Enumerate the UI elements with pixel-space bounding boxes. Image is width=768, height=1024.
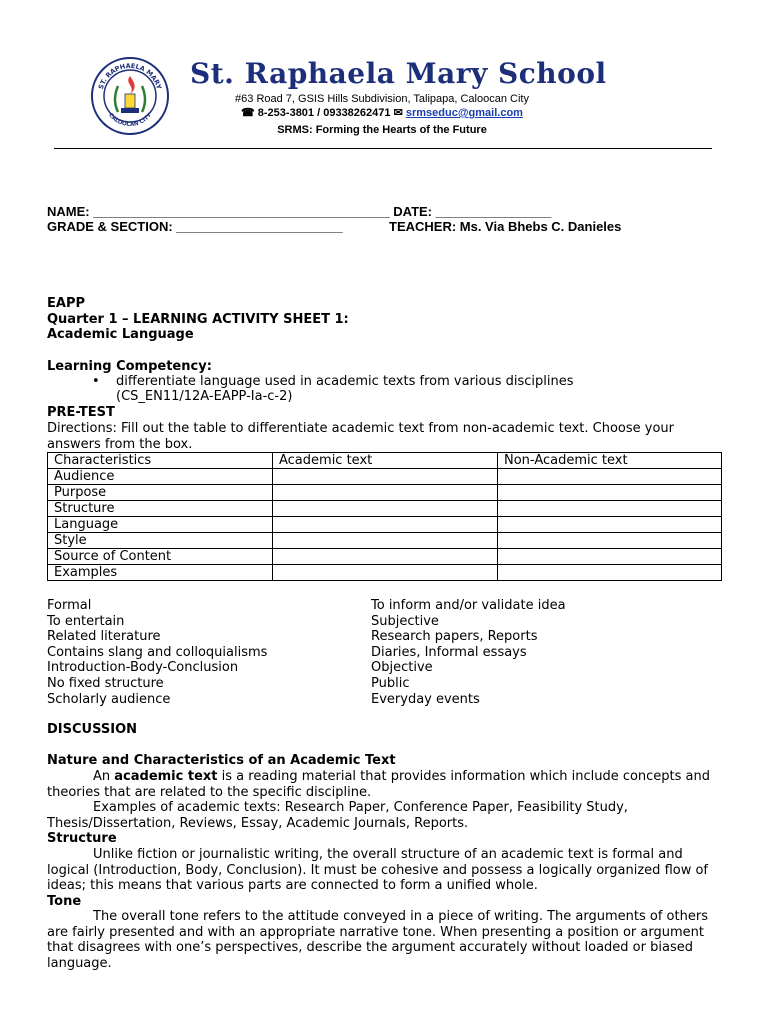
answer-cell[interactable] [273,501,498,517]
choice-item: No fixed structure [47,675,164,691]
school-name: St. Raphaela Mary School [190,57,607,90]
pretest-table [47,452,722,581]
answer-cell[interactable] [498,501,722,517]
answer-cell[interactable] [498,469,722,485]
school-contact [190,106,574,120]
answer-cell[interactable] [498,517,722,533]
choice-item: To inform and/or validate idea [371,598,566,613]
phone-text: ☎ 8-253-3801 / 09338262471 [241,107,391,119]
name-date-line: NAME: _________________________________________ DATE: ________________ [47,204,552,219]
answer-cell[interactable] [498,549,722,565]
answer-cell[interactable] [273,549,498,565]
choices-right-column [371,598,566,707]
row-label: Source of Content [48,549,273,565]
seal-bottom-text: CALOOCAN CITY [107,112,153,129]
answer-cell[interactable] [498,485,722,501]
seal-top-text: ST. RAPHAELA MARY [96,61,164,91]
choice-item: Scholarly audience [47,691,171,707]
choice-item: Research papers, Reports [371,629,538,645]
table-header-cell: Academic text [273,453,498,469]
table-row [48,549,722,565]
choice-item: Subjective [371,613,439,629]
structure-heading: Structure [47,831,117,846]
choices-left-column [47,598,267,707]
tone-heading: Tone [47,894,82,909]
row-label: Audience [48,469,273,485]
structure-paragraph: Unlike fiction or journalistic writing, the overall structure of an academic text is formal and logical (Introduction, Body, Conclusion). It must be cohesive and possess a logically organized flow of ideas; this means that various parts are connected to form a unified whole. [47,847,709,894]
answer-cell[interactable] [498,533,722,549]
answer-cell[interactable] [273,565,498,581]
choice-item: Introduction-Body-Conclusion [47,660,239,676]
choice-item: Related literature [47,629,161,645]
header-divider [54,148,712,149]
choice-item: Public [371,675,410,691]
choice-item: To entertain [47,613,125,629]
choice-item: Formal [47,598,92,613]
table-row [48,469,722,485]
topic-title: Academic Language [47,327,194,342]
choice-item: Contains slang and colloquialisms [47,644,268,660]
grade-section-line: GRADE & SECTION: _______________________ [47,219,343,234]
email-icon: ✉ [393,107,403,119]
answer-cell[interactable] [273,517,498,533]
row-label: Examples [48,565,273,581]
table-header-row [48,453,722,469]
row-label: Language [48,517,273,533]
choice-item: Diaries, Informal essays [371,644,527,660]
tone-paragraph: The overall tone refers to the attitude conveyed in a piece of writing. The arguments of others are fairly presented and with an appropriate narrative tone. When presenting a position or argument that disagrees with one’s perspectives, describe the argument accurately without loaded or biased language. [47,909,708,971]
school-motto: SRMS: Forming the Hearts of the Future [277,124,487,136]
academic-text-paragraph: An academic text is a reading material that provides information which include concepts and theories that are related to the specific discipline. [47,769,711,800]
table-header-cell: Characteristics [48,453,273,469]
row-label: Purpose [48,485,273,501]
answer-cell[interactable] [273,469,498,485]
table-row [48,517,722,533]
table-header-cell: Non-Academic text [498,453,722,469]
school-seal-logo [90,56,170,136]
pretest-directions: Directions: Fill out the table to differentiate academic text from non-academic text. Choose your answers from the box. [47,421,675,452]
choice-item: Everyday events [371,691,480,707]
nature-heading: Nature and Characteristics of an Academic Text [47,753,396,768]
bullet-icon: • [92,374,100,389]
answer-cell[interactable] [498,565,722,581]
row-label: Structure [48,501,273,517]
teacher-line: TEACHER: Ms. Via Bhebs C. Danieles [389,219,622,234]
examples-paragraph: Examples of academic texts: Research Paper, Conference Paper, Feasibility Study, Thesis/Dissertation, Reviews, Essay, Academic Journals, Reports. [47,800,628,831]
choice-item: Objective [371,660,433,676]
row-label: Style [48,533,273,549]
table-row [48,533,722,549]
competency-heading: Learning Competency: [47,359,212,374]
table-row [48,501,722,517]
pretest-heading: PRE-TEST [47,405,115,420]
school-address: #63 Road 7, GSIS Hills Subdivision, Talipapa, Caloocan City [235,93,529,105]
competency-text-1: differentiate language used in academic texts from various disciplines [116,374,574,389]
email-link[interactable]: srmseduc@gmail.com [405,107,523,119]
subject-label: EAPP [47,296,85,311]
quarter-title: Quarter 1 – LEARNING ACTIVITY SHEET 1: [47,312,349,327]
academic-text-term: academic text [114,769,218,784]
table-row [48,565,722,581]
answer-cell[interactable] [273,485,498,501]
discussion-heading: DISCUSSION [47,722,137,737]
table-row [48,485,722,501]
answer-cell[interactable] [273,533,498,549]
competency-text-2: (CS_EN11/12A-EAPP-Ia-c-2) [116,389,293,404]
